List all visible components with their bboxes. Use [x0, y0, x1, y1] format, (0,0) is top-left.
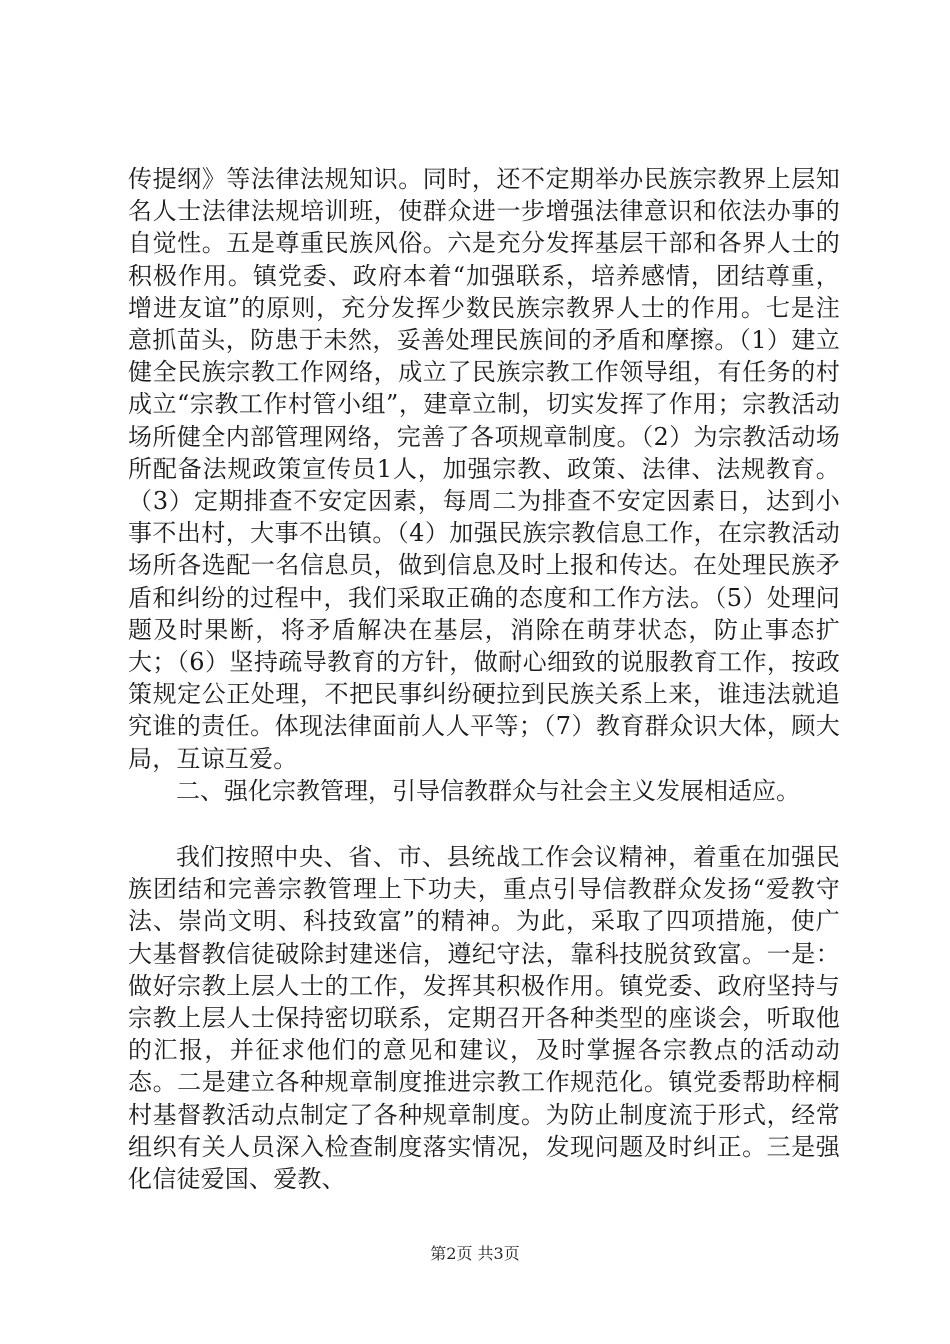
paragraph-body: 我们按照中央、省、市、县统战工作会议精神，着重在加强民族团结和完善宗教管理上下功夫，重点引导信教群众发扬“爱教守法、崇尚文明、科技致富”的精神。为此，采取了四项措施，使广大基督教信徒破除封建迷信，遵纪守法，靠科技脱贫致富。一是：做好宗教上层人士的工作，发挥其积极作用。镇党委、政府坚持与宗教上层人士保持密切联系，定期召开各种类型的座谈会，听取他的汇报，并征求他们的意见和建议，及时掌握各宗教点的活动动态。二是建立各种规章制度推进宗教工作规范化。镇党委帮助梓桐村基督教活动点制定了各种规章制度。为防止制度流于形式，经常组织有关人员深入检查制度落实情况，发现问题及时纠正。三是强化信徒爱国、爱教、 [128, 843, 840, 1194]
paragraph-spacer [128, 807, 840, 841]
page-footer: 第2页 共3页 [430, 1244, 520, 1263]
paragraph-continued: 传提纲》等法律法规知识。同时，还不定期举办民族宗教界上层知名人士法律法规培训班，使群众进一步增强法律意识和依法办事的自觉性。五是尊重民族风俗。六是充分发挥基层干部和各界人士的积极作用。镇党委、政府本着“加强联系，培养感情，团结尊重，增进友谊”的原则，充分发挥少数民族宗教界人士的作用。七是注意抓苗头，防患于未然，妥善处理民族间的矛盾和摩擦。（1）建立健全民族宗教工作网络，成立了民族宗教工作领导组，有任务的村成立“宗教工作村管小组”，建章立制，切实发挥了作用；宗教活动场所健全内部管理网络，完善了各项规章制度。（2）为宗教活动场所配备法规政策宣传员1人，加强宗教、政策、法律、法规教育。（3）定期排查不安定因素，每周二为排查不安定因素日，达到小事不出村，大事不出镇。（4）加强民族宗教信息工作，在宗教活动场所各选配一名信息员，做到信息及时上报和传达。在处理民族矛盾和纠纷的过程中，我们采取正确的态度和工作方法。（5）处理问题及时果断，将矛盾解决在基层，消除在萌芽状态，防止事态扩大；（6）坚持疏导教育的方针，做耐心细致的说服教育工作，按政策规定公正处理，不把民事纠纷硬拉到民族关系上来，谁违法就追究谁的责任。体现法律面前人人平等；（7）教育群众识大体，顾大局，互谅互爱。 [128, 165, 840, 773]
section-heading: 二、强化宗教管理，引导信教群众与社会主义发展相适应。 [176, 776, 800, 805]
document-body [128, 163, 840, 1195]
